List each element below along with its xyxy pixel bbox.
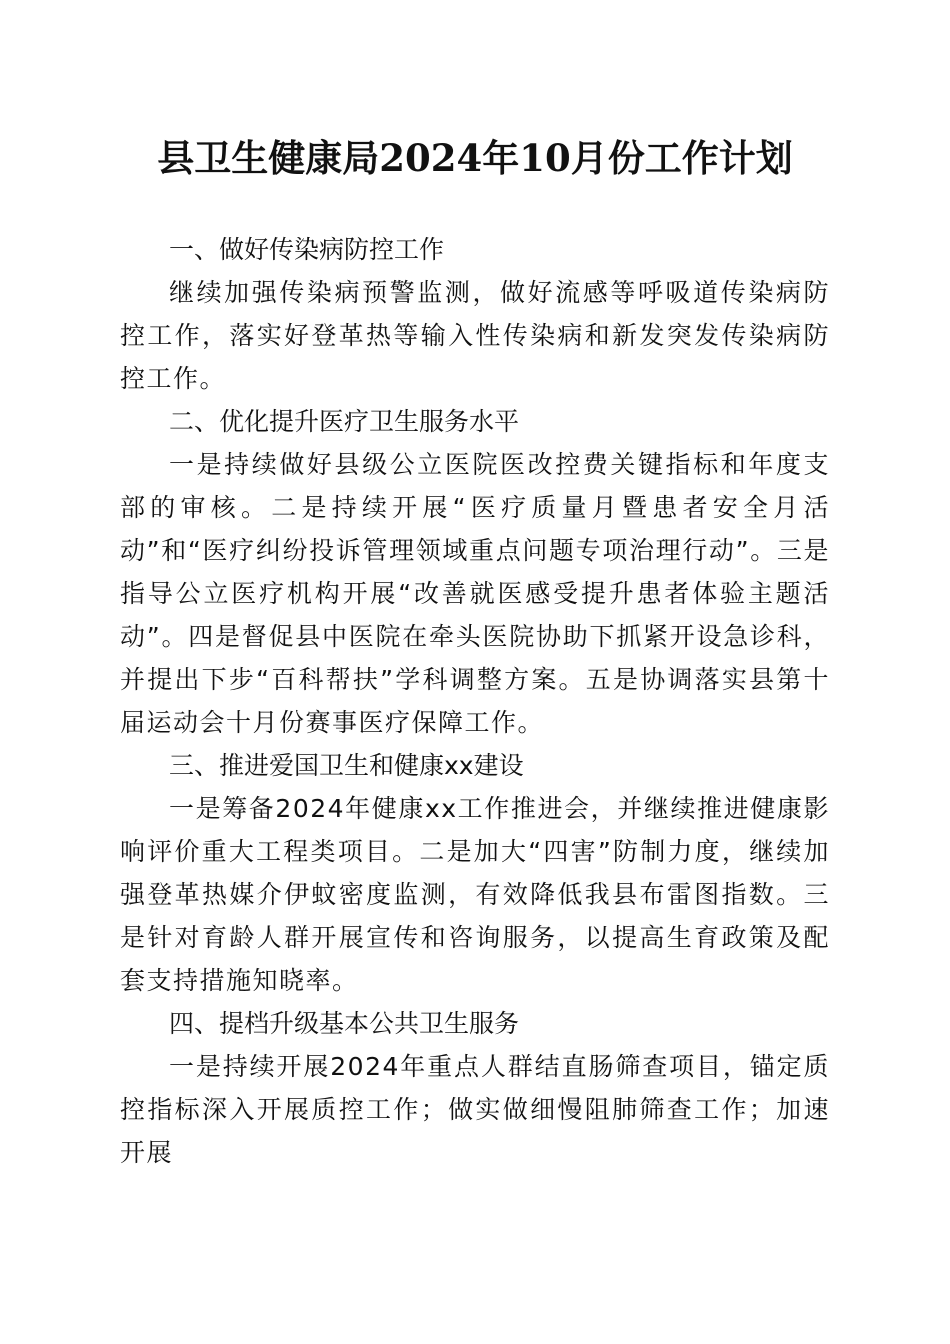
document-body — [120, 228, 830, 1174]
section-heading-1: 一、做好传染病防控工作 — [169, 235, 445, 264]
document-title: 县卫生健康局2024年10月份工作计划 — [157, 136, 793, 180]
section-paragraph-1: 继续加强传染病预警监测，做好流感等呼吸道传染病防控工作，落实好登革热等输入性传染病和新发突发传染病防控工作。 — [120, 278, 830, 393]
section-paragraph-3: 一是筹备2024年健康xx工作推进会，并继续推进健康影响评价重大工程类项目。二是加大“四害”防制力度，继续加强登革热媒介伊蚊密度监测，有效降低我县布雷图指数。三是针对育龄人群开展宣传和咨询服务，以提高生育政策及配套支持措施知晓率。 — [120, 794, 830, 995]
section-paragraph-4: 一是持续开展2024年重点人群结直肠筛查项目，锚定质控指标深入开展质控工作；做实做细慢阻肺筛查工作；加速开展 — [120, 1052, 830, 1167]
section-paragraph-2: 一是持续做好县级公立医院医改控费关键指标和年度支部的审核。二是持续开展“医疗质量月暨患者安全月活动”和“医疗纠纷投诉管理领域重点问题专项治理行动”。三是指导公立医疗机构开展“改善就医感受提升患者体验主题活动”。四是督促县中医院在牵头医院协助下抓紧开设急诊科，并提出下步“百科帮扶”学科调整方案。五是协调落实县第十届运动会十月份赛事医疗保障工作。 — [120, 450, 830, 737]
section-heading-2: 二、优化提升医疗卫生服务水平 — [169, 407, 520, 436]
section-heading-4: 四、提档升级基本公共卫生服务 — [169, 1009, 520, 1038]
section-heading-3: 三、推进爱国卫生和健康xx建设 — [169, 751, 524, 780]
